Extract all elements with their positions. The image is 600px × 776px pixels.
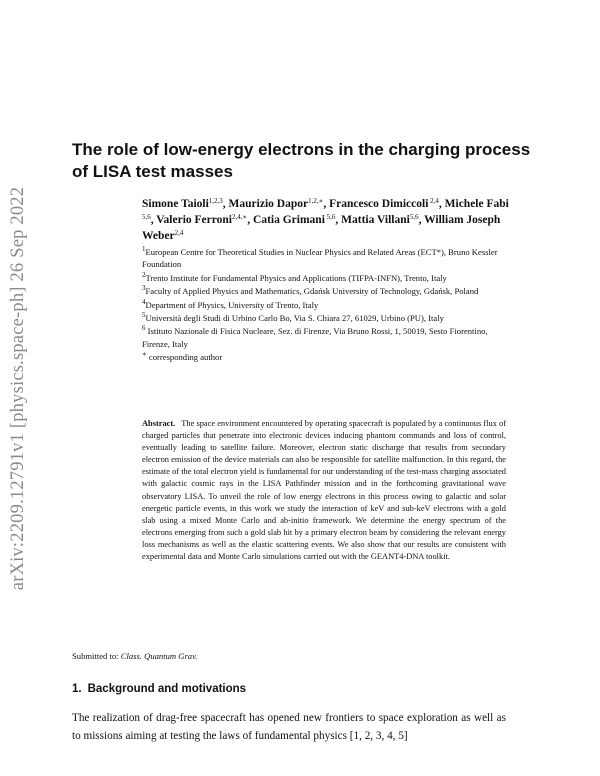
author-name: William Joseph Weber [142, 214, 501, 242]
abstract-text: The space environment encountered by operating spacecraft is populated by a continuous flux of charged particles that penetrate into electronic devices inducing phantom commands and loss of control, eventually leading to satellite failure. Moreover, electron static discharge that results from secondary electron emission of the device materials can also be responsible for satellite malfunction. In this regard, the estimate of the total electron yield is fundamental for our understanding of the test-mass charging associated with galactic cosmic rays in the LISA Pathfinder mission and in the forthcoming gravitational wave observatory LISA. To unveil the role of low energy electrons in this process owing to galactic and solar energetic particle events, in this work we study the interaction of keV and sub-keV electrons with a gold slab using a mixed Monte Carlo and ab-initio framework. We determine the energy spectrum of the electrons emerging from such a gold slab hit by a primary electron beam by considering the relevant energy loss mechanisms as well as the elastic scattering events. We also show that our results are consistent with experimental data and Monte Carlo simulations carried out with the GEANT4-DNA toolkit. [142, 419, 506, 562]
abstract [142, 418, 506, 563]
author [142, 198, 229, 210]
affiliation-mark: 3 [142, 284, 146, 293]
author-list [142, 196, 512, 244]
affiliation-text: Faculty of Applied Physics and Mathematics, Gdańsk University of Technology, Gdańsk, Poland [145, 286, 479, 297]
author-name: Simone Taioli [142, 198, 209, 210]
affiliation-text: Università degli Studi di Urbino Carlo Bo, Via S. Chiara 27, 61029, Urbino (PU), Italy [145, 313, 444, 324]
affiliation [142, 246, 512, 271]
affiliation-text: Trento Institute for Fundamental Physics and Applications (TIFPA-INFN), Trento, Italy [145, 272, 447, 283]
affiliation-text: Department of Physics, University of Trento, Italy [145, 299, 319, 310]
affiliation-text: corresponding author [146, 352, 223, 363]
author-name: Catia Grimani [253, 214, 325, 226]
author-affiliation-marks: 1,2,3 [208, 197, 223, 205]
affiliation-mark: 1 [142, 245, 146, 253]
author-name: Francesco Dimiccoli [329, 198, 429, 210]
affiliation-mark: 2 [142, 270, 146, 279]
affiliation [142, 325, 512, 350]
author [156, 214, 253, 226]
affiliation [142, 299, 512, 311]
body-paragraph: The realization of drag-free spacecraft has opened new frontiers to space exploration as well as to missions aiming at testing the laws of fundamental physics [1, 2, 3, 4, 5] [72, 712, 506, 742]
author [229, 198, 330, 210]
author-affiliation-marks: 2,4 [428, 197, 439, 205]
author-affiliation-marks: 5,6 [142, 213, 151, 221]
author-affiliation-marks: 5,6 [409, 213, 419, 221]
affiliation-mark: 6 [142, 324, 146, 333]
author-separator: , [222, 198, 229, 210]
author-separator: , [150, 214, 157, 226]
corresponding-author-note [142, 351, 512, 363]
arxiv-stamp [4, 178, 34, 598]
author-separator: , [418, 214, 425, 226]
affiliation-list [142, 246, 512, 365]
author-affiliation-marks: 2,4 [174, 229, 184, 237]
affiliation-mark: 5 [142, 311, 146, 320]
author-separator: , [323, 198, 330, 210]
affiliation-text: European Centre for Theoretical Studies in Nuclear Physics and Related Areas (ECT*), Bruno Kessler Foundation [142, 247, 498, 270]
submission-note [72, 651, 197, 661]
paper-title: The role of low-energy electrons in the charging process of LISA test masses [72, 140, 531, 181]
affiliation [142, 312, 512, 324]
author-name: Maurizio Dapor [228, 198, 309, 210]
author-name: Valerio Ferroni [156, 214, 232, 226]
affiliation-text: Istituto Nazionale di Fisica Nucleare, Sez. di Firenze, Via Bruno Rossi, 1, 50019, Sesto Fiorentino, Firenze, Italy [142, 326, 488, 349]
author-affiliation-marks: 1,2,∗ [308, 197, 324, 205]
author-separator: , [335, 214, 342, 226]
arxiv-stamp-text[interactable]: arXiv:2209.12791v1 [physics.space-ph] 26 Sep 2022 [8, 186, 29, 590]
author-affiliation-marks: 2,4,∗ [232, 213, 248, 221]
affiliation-mark: 4 [142, 297, 146, 306]
section-number: 1. [72, 683, 82, 695]
author [253, 214, 341, 226]
affiliation [142, 285, 512, 297]
author-separator: , [247, 214, 254, 226]
affiliation [142, 272, 512, 284]
journal-name: Class. Quantum Grav. [120, 651, 198, 661]
abstract-label: Abstract. [142, 419, 176, 428]
author [329, 198, 445, 210]
section-heading [72, 683, 246, 695]
author-affiliation-marks: 5,6 [324, 213, 336, 221]
author-separator: , [438, 198, 445, 210]
author-name: Mattia Villani [341, 214, 410, 226]
author [341, 214, 424, 226]
section-title: Background and motivations [87, 683, 247, 695]
affiliation-mark: ∗ [142, 350, 147, 359]
submitted-label: Submitted to: [72, 651, 119, 661]
author-name: Michele Fabi [444, 198, 509, 210]
